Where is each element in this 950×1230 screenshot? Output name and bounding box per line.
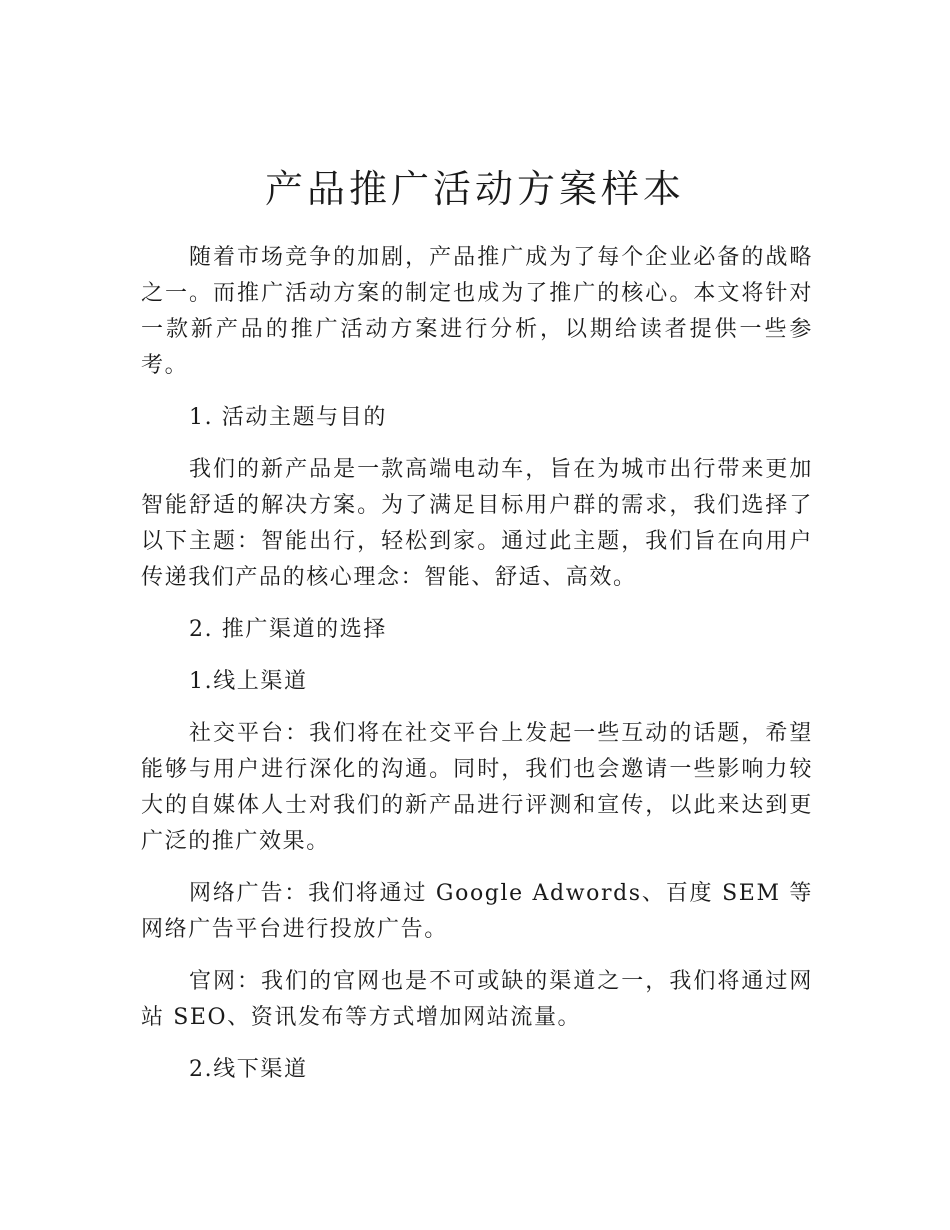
document-title: 产品推广活动方案样本 (264, 167, 685, 211)
social-paragraph: 社交平台：我们将在社交平台上发起一些互动的话题，希望能够与用户进行深化的沟通。同时，我们也会邀请一些影响力较大的自媒体人士对我们的新产品进行评测和宣传，以此来达到更广泛的推广效果。 (141, 721, 813, 854)
section-heading-theme: 1. 活动主题与目的 (189, 405, 387, 430)
website-paragraph: 官网：我们的官网也是不可或缺的渠道之一，我们将通过网站 SEO、资讯发布等方式增加网站流量。 (141, 969, 813, 1030)
section-heading-channels: 2. 推广渠道的选择 (189, 617, 387, 642)
theme-paragraph: 我们的新产品是一款高端电动车，旨在为城市出行带来更加智能舒适的解决方案。为了满足目标用户群的需求，我们选择了以下主题：智能出行，轻松到家。通过此主题，我们旨在向用户传递我们产品的核心理念：智能、舒适、高效。 (141, 457, 813, 590)
subheading-offline: 2.线下渠道 (189, 1057, 308, 1082)
document-body (141, 240, 813, 1104)
ads-paragraph: 网络广告：我们将通过 Google Adwords、百度 SEM 等网络广告平台进行投放广告。 (141, 881, 813, 942)
intro-paragraph: 随着市场竞争的加剧，产品推广成为了每个企业必备的战略之一。而推广活动方案的制定也成为了推广的核心。本文将针对一款新产品的推广活动方案进行分析，以期给读者提供一些参考。 (141, 245, 813, 378)
subheading-online: 1.线上渠道 (189, 669, 308, 694)
